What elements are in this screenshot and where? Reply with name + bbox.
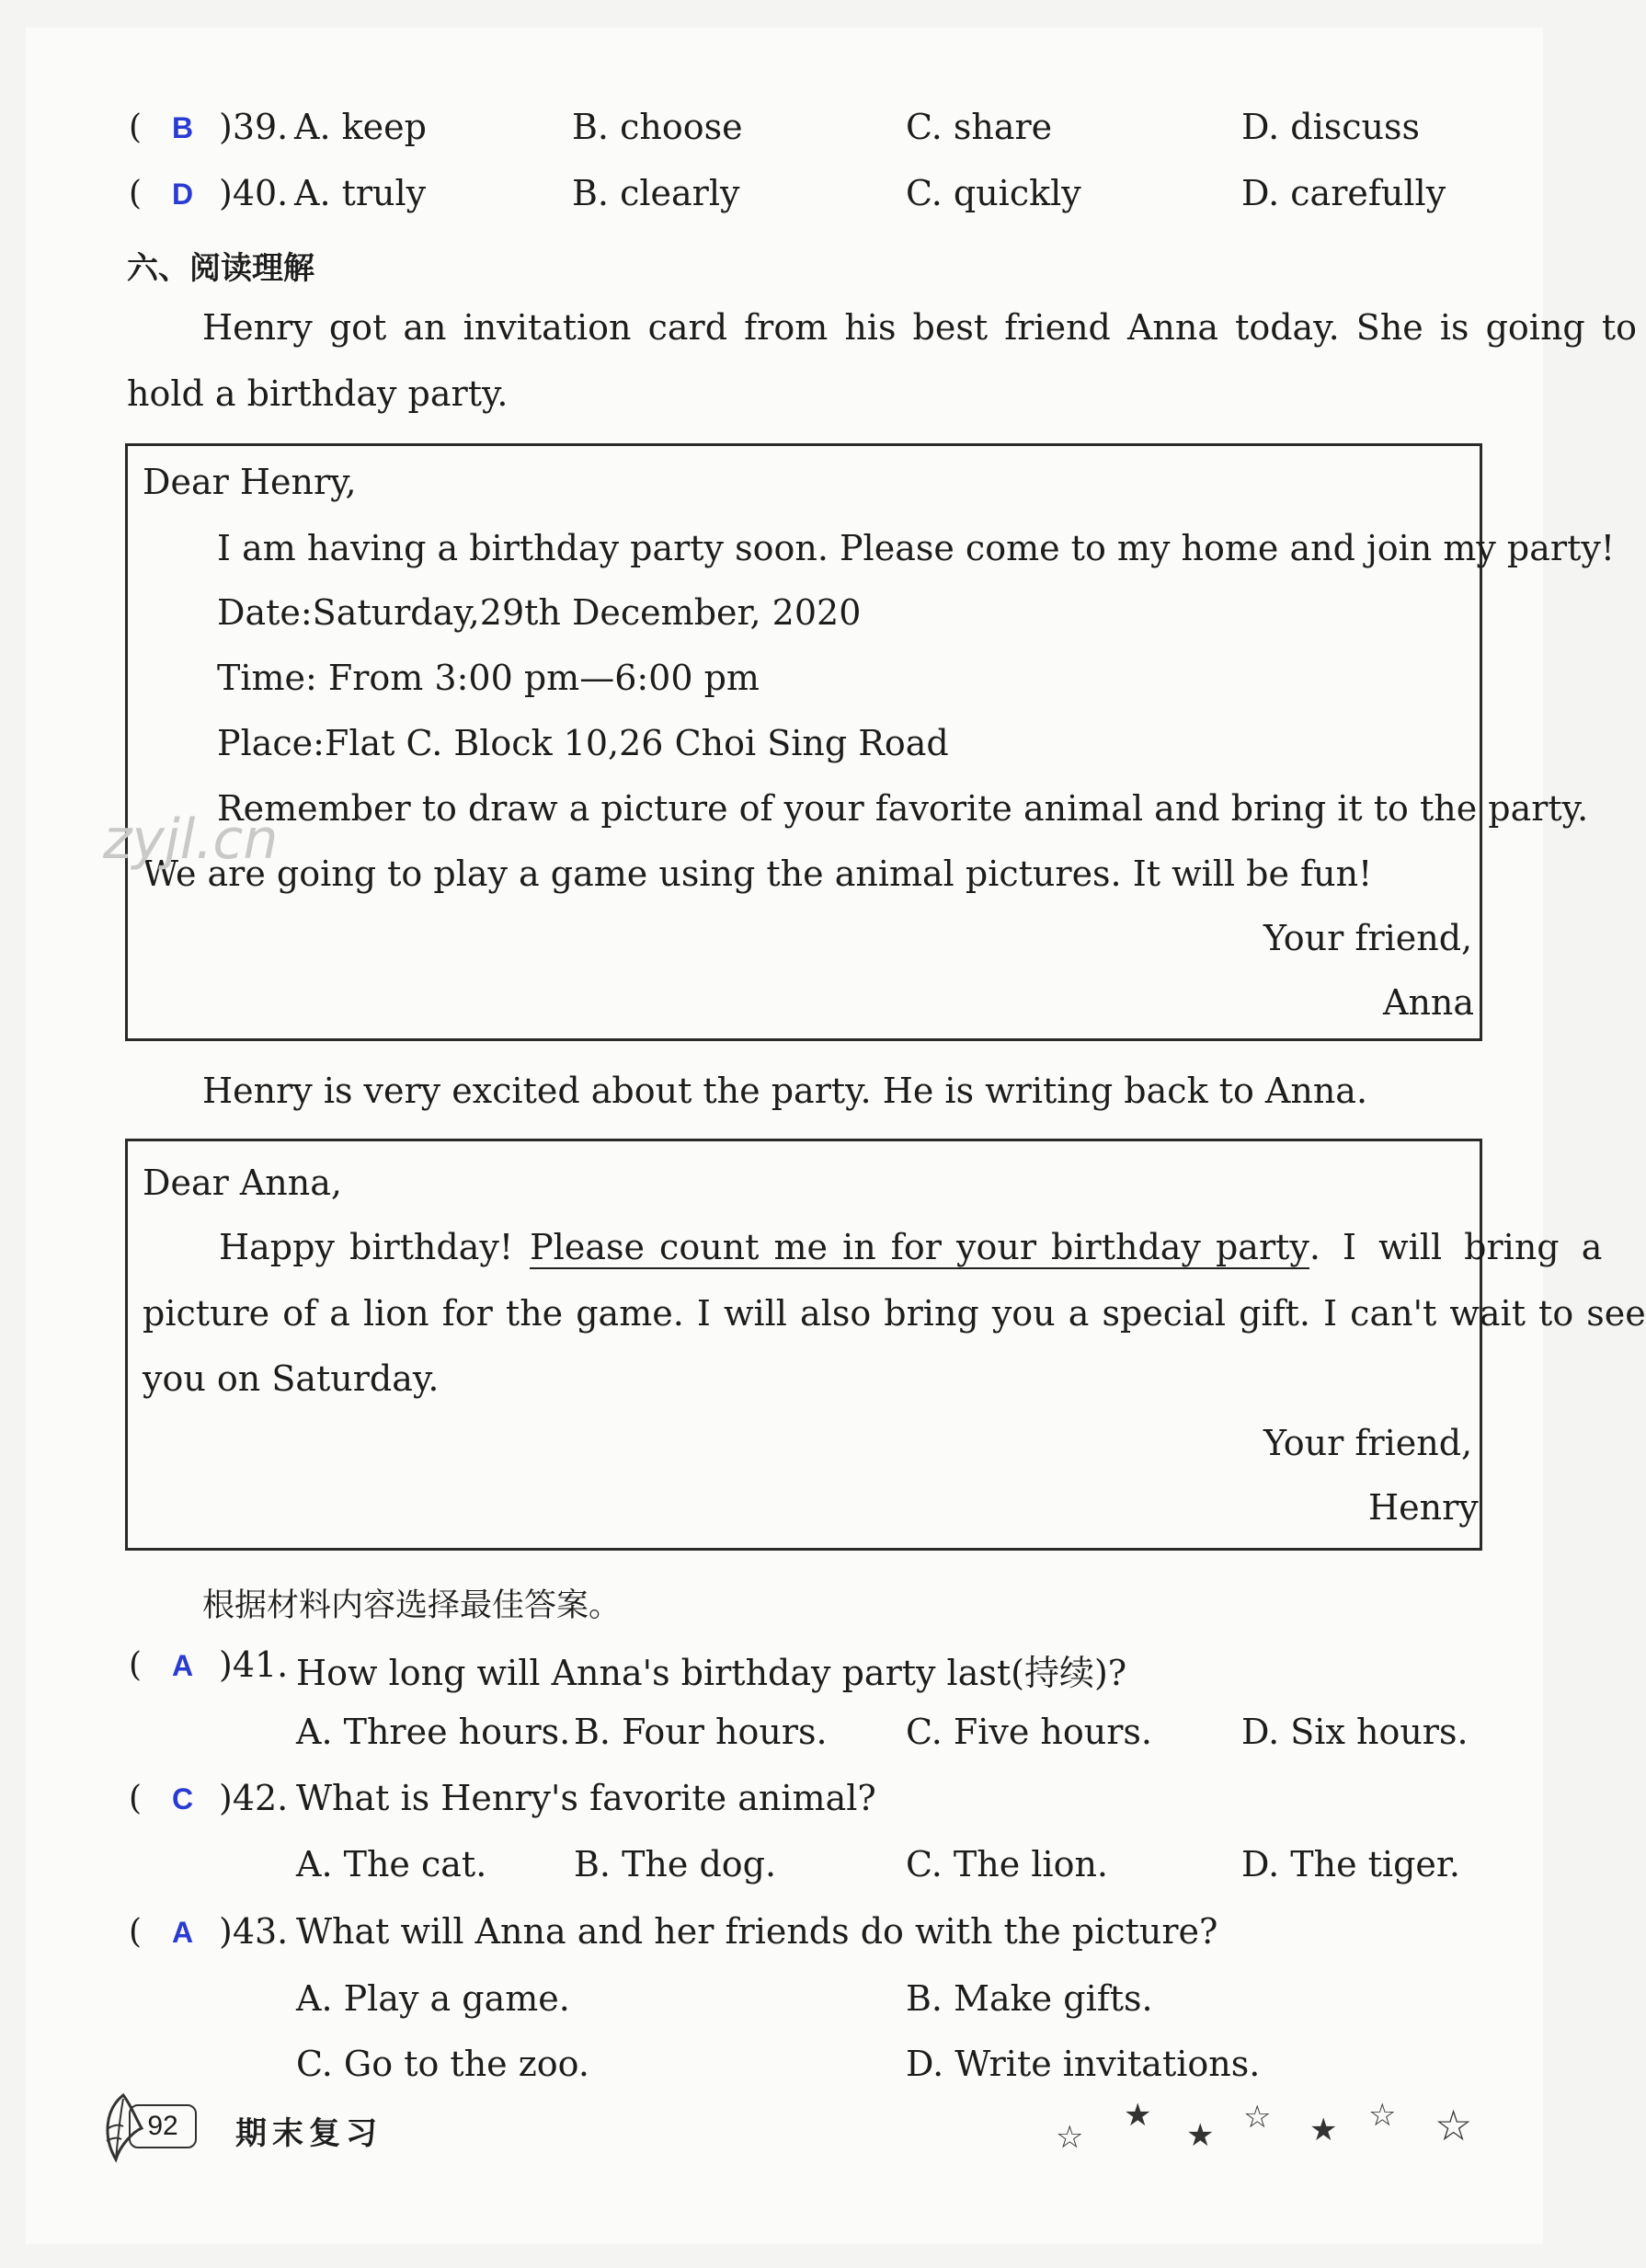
letter2-signature: Henry bbox=[1368, 1487, 1479, 1528]
page-number: 92 bbox=[129, 2104, 197, 2148]
paren-open: ( bbox=[129, 1913, 143, 1951]
option-43-a: A. Play a game. bbox=[296, 1978, 570, 2019]
answer-41: A bbox=[172, 1649, 194, 1682]
option-41-b: B. Four hours. bbox=[574, 1712, 828, 1752]
star-filled-icon: ★ bbox=[1124, 2097, 1152, 2134]
letter1-line-3: We are going to play a game using the animal pictures. It will be fun! bbox=[143, 853, 1373, 894]
letter2-line-1-start: Happy birthday! bbox=[219, 1227, 514, 1267]
star-outline-icon: ☆ bbox=[1243, 2099, 1272, 2136]
star-filled-icon: ★ bbox=[1309, 2112, 1338, 2148]
option-42-c: C. The lion. bbox=[906, 1844, 1109, 1884]
option-42-a: A. The cat. bbox=[296, 1844, 487, 1884]
option-43-c: C. Go to the zoo. bbox=[296, 2044, 589, 2084]
intro-line-1: Henry got an invitation card from his best friend Anna today. She is going to bbox=[202, 307, 1637, 348]
option-40-d: D. carefully bbox=[1241, 173, 1446, 213]
footer-title: 期末复习 bbox=[235, 2115, 383, 2152]
answer-40: D bbox=[172, 178, 194, 211]
letter2-greeting: Dear Anna, bbox=[143, 1163, 342, 1203]
letter1-time: Time: From 3:00 pm—6:00 pm bbox=[217, 658, 760, 698]
option-41-d: D. Six hours. bbox=[1241, 1712, 1469, 1752]
answer-43: A bbox=[172, 1916, 194, 1949]
letter1-place: Place:Flat C. Block 10,26 Choi Sing Road bbox=[217, 723, 949, 763]
star-outline-icon: ☆ bbox=[1056, 2119, 1084, 2156]
transition-line: Henry is very excited about the party. He is writing back to Anna. bbox=[202, 1071, 1368, 1111]
answer-42: C bbox=[172, 1782, 194, 1816]
letter2-line-1 bbox=[219, 1227, 1603, 1269]
letter1-signature: Anna bbox=[1383, 982, 1475, 1023]
question-42-text: What is Henry's favorite animal? bbox=[296, 1778, 876, 1818]
letter1-closing: Your friend, bbox=[1263, 918, 1473, 958]
instruction: 根据材料内容选择最佳答案。 bbox=[202, 1587, 622, 1624]
star-outline-icon: ☆ bbox=[1368, 2097, 1397, 2134]
paren-open: ( bbox=[129, 175, 143, 212]
option-43-d: D. Write invitations. bbox=[906, 2044, 1261, 2084]
letter1-line-1: I am having a birthday party soon. Please come to my home and join my party! bbox=[217, 528, 1616, 568]
option-41-a: A. Three hours. bbox=[296, 1712, 571, 1752]
letter2-underlined-answer: Please count me in for your birthday party bbox=[530, 1227, 1309, 1267]
question-41-number: )41. bbox=[219, 1644, 289, 1685]
intro-line-2: hold a birthday party. bbox=[127, 373, 509, 414]
option-40-a: A. truly bbox=[294, 173, 427, 213]
letter2-line-1-end: . I will bring a bbox=[1309, 1227, 1603, 1267]
paren-open: ( bbox=[129, 109, 143, 146]
option-39-a: A. keep bbox=[294, 107, 427, 147]
letter1-line-2: Remember to draw a picture of your favorite animal and bring it to the party. bbox=[217, 788, 1589, 829]
option-40-c: C. quickly bbox=[906, 173, 1081, 213]
question-41-text: How long will Anna's birthday party last(持续)? bbox=[296, 1653, 1127, 1693]
question-40-number: )40. bbox=[219, 173, 289, 213]
question-43-text: What will Anna and her friends do with the picture? bbox=[296, 1911, 1218, 1952]
letter2-line-2: picture of a lion for the game. I will also bring you a special gift. I can't wait to see bbox=[143, 1293, 1646, 1334]
paren-open: ( bbox=[129, 1646, 143, 1684]
question-39-number: )39. bbox=[219, 107, 289, 147]
letter1-date: Date:Saturday,29th December, 2020 bbox=[217, 592, 862, 633]
letter1-greeting: Dear Henry, bbox=[143, 462, 357, 502]
letter2-closing: Your friend, bbox=[1263, 1423, 1473, 1463]
star-filled-icon: ★ bbox=[1186, 2117, 1215, 2154]
answer-39: B bbox=[172, 111, 194, 144]
paren-open: ( bbox=[129, 1780, 143, 1817]
star-outline-icon: ☆ bbox=[1435, 2101, 1473, 2150]
option-39-d: D. discuss bbox=[1241, 107, 1421, 147]
option-43-b: B. Make gifts. bbox=[906, 1978, 1153, 2019]
option-40-b: B. clearly bbox=[572, 173, 740, 213]
option-42-d: D. The tiger. bbox=[1241, 1844, 1460, 1884]
option-39-c: C. share bbox=[906, 107, 1053, 147]
question-43-number: )43. bbox=[219, 1911, 289, 1952]
watermark: zyjl.cn bbox=[103, 808, 279, 872]
section-heading: 六、阅读理解 bbox=[127, 250, 314, 287]
question-42-number: )42. bbox=[219, 1778, 289, 1818]
option-42-b: B. The dog. bbox=[574, 1844, 777, 1884]
option-41-c: C. Five hours. bbox=[906, 1712, 1153, 1752]
letter2-line-3: you on Saturday. bbox=[143, 1358, 440, 1399]
option-39-b: B. choose bbox=[572, 107, 743, 147]
